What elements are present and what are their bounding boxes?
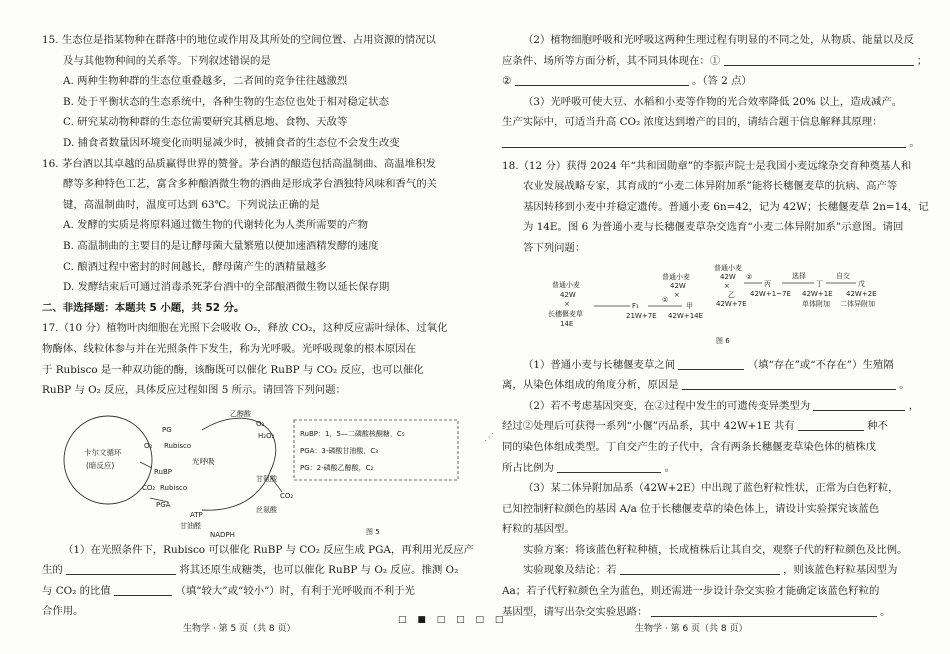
- q17-3-end: 。: [909, 136, 920, 149]
- node-co2-out: CO₂: [280, 491, 294, 500]
- q18-3-line-3: 籽粒的基因型。: [502, 523, 575, 536]
- q18-2-text-e: 所占比例为: [502, 461, 554, 474]
- q17-3-line-2: 生产实际中，可适当升高 CO₂ 浓度达到增产的目的，请结合题干信息解释其原理：: [502, 116, 883, 129]
- q18-3-blank-1[interactable]: [620, 563, 780, 575]
- f6-step-2: ②: [746, 272, 753, 281]
- q18-2-text-f: 。: [664, 461, 675, 474]
- f6-wu-note: 二体异附加: [840, 299, 875, 308]
- f6-bing: 丙: [764, 279, 771, 288]
- node-rubp: RuBP: [154, 467, 173, 476]
- q17-1-text-d: （填“较大”或“较小”）时，有利于光呼吸而不利于光: [175, 584, 415, 597]
- arrow-rubp: [140, 462, 152, 468]
- question-15-option-d: D. 捕食者数量因环境变化而明显减少时，被捕食者的生态位不会发生改变: [63, 136, 400, 149]
- q18-1-text-c: 离，从染色体组成的角度分析，原因是: [502, 379, 679, 392]
- f6-42w-b: 42W: [670, 281, 686, 290]
- page-6: [475, 0, 950, 654]
- q18-2-line-3: 同的染色体组成类型。丁自交产生的子代中，含有两条长穗偃麦草染色体的植株戊: [502, 440, 877, 453]
- node-rubisco-1: Rubisco: [164, 441, 192, 450]
- q17-3-line-1: （3）光呼吸可使大豆、水稻和小麦等作物的光合效率降低 20% 以上，造成减产。: [523, 95, 903, 108]
- q17-1-line-1: （1）在光照条件下，Rubisco 可以催化 RuBP 与 CO₂ 反应生成 PGA，再利用光反应产: [63, 543, 475, 556]
- question-17-line-2: 物酶体、线粒体参与并在光照条件下发生，称为光呼吸。光呼吸现象的根本原因在: [42, 342, 417, 355]
- f6-grass: 长穗偃麦草: [548, 309, 583, 318]
- q17-1-blank-1[interactable]: [66, 563, 176, 575]
- f6-ding-genome: 42W+1E: [802, 289, 833, 298]
- q18-2-text-b: ，: [908, 399, 920, 412]
- q18-3-text-a: 实验现象及结论：若: [523, 564, 617, 577]
- node-pga: PGA: [156, 500, 171, 509]
- node-glycine: 甘氨酸: [256, 474, 277, 483]
- question-17: [42, 318, 460, 400]
- question-18-line-5: 答下列问题：: [523, 241, 586, 254]
- q18-2-blank-1[interactable]: [813, 399, 905, 411]
- question-18-line-2: 农业发展战略专家，其育成的“小麦二体异附加系”能将长穗偃麦草的抗病、高产等: [523, 180, 898, 193]
- question-16-option-c: C. 酿酒过程中密封的时间越长，酵母菌产生的酒精量越多: [63, 260, 327, 273]
- question-16-option-b: B. 高温制曲的主要目的是让酵母菌大量繁殖以便加速酒精发酵的速度: [63, 239, 379, 252]
- question-17-part-2: [502, 30, 928, 92]
- q17-3-blank[interactable]: [502, 136, 906, 148]
- q18-1-text-b: （填“存在”或“不存在”）生殖隔: [747, 358, 894, 371]
- q18-3-line-4: 实验方案：将该蓝色籽粒种植，长成植株后让其自交，观察子代的籽粒颜色及比例。: [523, 543, 908, 556]
- node-serine: 丝氨酸: [256, 505, 277, 514]
- question-18-part-1: [502, 355, 922, 396]
- question-16: [42, 154, 460, 298]
- question-18-part-2: [502, 396, 922, 478]
- figure-5: [42, 402, 460, 540]
- page-5-column: [42, 30, 475, 622]
- calvin-label-1: 卡尔文循环: [84, 447, 122, 457]
- f6-selfing: 自交: [836, 271, 850, 280]
- f6-cross-3: ×: [724, 281, 730, 290]
- f6-f1: F₁: [632, 301, 639, 310]
- question-18-part-3: [502, 478, 922, 622]
- question-18-line-4: 为 14E。图 6 为普通小麦与长穗偃麦草杂交选育“小麦二体异附加系”示意图。请回: [523, 221, 904, 234]
- q18-2-blank-2[interactable]: [798, 419, 864, 431]
- question-17-line-4: RuBP 与 O₂ 反应，具体反应过程如图 5 所示。请回答下列问题：: [42, 384, 346, 397]
- section-2-heading: 二、非选择题：本题共 5 小题，共 52 分。: [42, 301, 245, 314]
- legend-rubp: RuBP：1，5—二磷酸核酮糖，C₅: [300, 429, 405, 438]
- figure-6-diagram: [502, 259, 922, 355]
- figure-6-caption: 图 6: [716, 336, 730, 345]
- f6-wu-genome: 42W+2E: [846, 289, 877, 298]
- calvin-cycle-circle: [64, 416, 152, 504]
- f6-step-1: ①: [662, 295, 669, 304]
- f6-bing-genome: 42W+1~7E: [750, 289, 791, 298]
- legend-pg: PG：2-磷酸乙醇酸，C₂: [300, 463, 374, 472]
- calvin-label-2: (暗反应): [86, 460, 115, 470]
- question-16-option-a: A. 发酵的实质是将原料通过微生物的代谢转化为人类所需要的产物: [63, 219, 369, 232]
- f6-cross-1: ×: [564, 299, 570, 308]
- q17-1-line-end: 合作用。: [42, 605, 84, 618]
- question-15-line-2: 及与其他物种间的关系等。下列叙述错误的是: [63, 54, 271, 67]
- q17-2-text-c: ②: [502, 75, 512, 88]
- question-17-part-3: [502, 92, 922, 154]
- question-17-part-1: [42, 540, 475, 622]
- question-16-line-2: 酵等多种特色工艺，富含多种酿酒微生物的酒曲是形成茅台酒独特风味和香气的关: [63, 178, 438, 191]
- node-o2: O₂: [256, 419, 265, 428]
- f6-14e: 14E: [560, 319, 574, 328]
- f6-cross-2: ×: [674, 290, 680, 299]
- question-16-option-d: D. 发酵结束后可通过消毒杀死茅台酒中的全部酿酒微生物以延长保存期: [63, 281, 390, 294]
- question-15-line-1: 15. 生态位是指某物种在群落中的地位或作用及其所处的空间位置、占用资源的情况以: [42, 34, 436, 46]
- node-o2-in: O₂: [144, 441, 153, 450]
- q18-3-text-b: ，则该蓝色籽粒基因型为: [783, 564, 898, 577]
- question-16-line-1: 16. 茅台酒以其卓越的品质赢得世界的赞誉。茅台酒的酿造包括高温制曲、高温堆积发: [42, 157, 436, 170]
- page-navigation-marks: □ ■ □ □ □ □: [398, 615, 508, 625]
- q17-1-text-c: 与 CO₂ 的比值: [42, 584, 111, 597]
- q18-3-line-1: （3）某二体异附加品系（42W+2E）中出现了蓝色籽粒性状，正常为白色籽粒，: [523, 482, 899, 495]
- q17-2-line-1: （2）植物细胞呼吸和光呼吸这两种生理过程有明显的不同之处，从物质、能量以及反: [523, 34, 915, 46]
- node-rubisco-2: Rubisco: [160, 483, 188, 492]
- f6-ding-note: 单体附加: [802, 299, 830, 308]
- f6-wheat: 普通小麦: [552, 280, 580, 289]
- f6-jia: 甲: [686, 301, 693, 310]
- question-16-line-3: 键，高温制曲时，温度可达到 63℃。下列说法正确的是: [63, 198, 320, 211]
- f6-42w: 42W: [560, 290, 576, 299]
- f6-f1-genome: 21W+7E: [626, 311, 657, 320]
- q18-3-text-c: 基因型，请写出杂交实验思路：: [502, 605, 648, 618]
- figure-5-diagram: [42, 402, 460, 540]
- q18-1-text-d: 。: [899, 379, 910, 392]
- page-6-footer: 生物学 · 第 6 页（共 8 页）: [635, 624, 748, 634]
- f6-yi-genome: 42W+7E: [716, 299, 747, 308]
- f6-jia-genome: 42W+14E: [668, 311, 704, 320]
- q17-2-text-d: 。（答 2 点）: [691, 75, 752, 88]
- node-h2o2: H₂O₂: [258, 431, 275, 440]
- q17-1-text-b: 将其还原生成糖类，也可以催化 RuBP 与 O₂ 反应。推测 O₂: [179, 564, 459, 577]
- question-18: [502, 156, 929, 259]
- question-15: [42, 30, 460, 154]
- q18-1-blank-1[interactable]: [678, 358, 744, 370]
- q18-1-blank-2[interactable]: [682, 378, 896, 390]
- node-co2-in: CO₂: [142, 483, 156, 492]
- question-15-option-a: A. 两种生物种群的生态位重叠越多，二者间的竞争往往越激烈: [63, 75, 348, 88]
- f6-yi: 乙: [728, 290, 735, 299]
- gutter-mark: ⋰: [484, 432, 494, 443]
- q18-1-text-a: （1）普通小麦与长穗偃麦草之间: [523, 358, 676, 371]
- page-6-column: [502, 30, 929, 622]
- f6-select: 选择: [792, 271, 806, 280]
- question-18-line-3: 基因转移到小麦中并稳定遗传。普通小麦 6n=42，记为 42W；长穗偃麦草 2n=14，记: [523, 200, 929, 213]
- node-nadph: NADPH: [210, 530, 235, 539]
- q17-1-text-a: 生的: [42, 564, 63, 577]
- f6-ding: 丁: [816, 279, 823, 288]
- q18-2-text-d: 种不: [867, 420, 889, 433]
- question-18-line-1: 18.（12 分）获得 2024 年“共和国勋章”的李振声院士是我国小麦远缘杂交育种奠基人和: [502, 159, 912, 172]
- q17-1-blank-2[interactable]: [114, 584, 172, 596]
- question-15-option-c: C. 研究某动物种群的生态位需要研究其栖息地、食物、天敌等: [63, 116, 348, 129]
- f6-wheat-2: 普通小麦: [662, 272, 690, 281]
- q18-3-line-2: 已知控制籽粒颜色的基因 A/a 位于长穗偃麦草的染色体上，请设计实验探究该蓝色: [502, 502, 880, 515]
- q17-2-text-b: ；: [916, 54, 928, 67]
- q18-2-text-c: 经过②处理后可获得一系列“小偃”丙品系，其中 42W+1E 共有: [502, 420, 795, 433]
- question-15-option-b: B. 处于平衡状态的生态系统中，各种生物的生态位也处于相对稳定状态: [63, 95, 389, 108]
- f6-42w-c: 42W: [720, 272, 736, 281]
- photorespiration-label: 光呼吸: [192, 456, 215, 466]
- page-5-footer: 生物学 · 第 5 页（共 8 页）: [183, 624, 296, 634]
- q18-3-line-6: Aa；若子代籽粒颜色全为蓝色，则还需进一步设计杂交实验才能确定该蓝色籽粒的: [502, 585, 880, 598]
- q17-2-text-a: 应条件、场所等方面分析，其不同具体现在：①: [502, 54, 721, 67]
- node-glyceraldehyde: 甘油醛: [180, 521, 201, 530]
- question-17-line-1: 17.（10 分）植物叶肉细胞在光照下会吸收 O₂，释放 CO₂，这种反应需叶绿体、过氧化: [42, 322, 448, 335]
- node-atp: ATP: [190, 510, 203, 519]
- f6-wu: 戊: [858, 279, 865, 288]
- q17-2-blank-1[interactable]: [724, 54, 914, 66]
- question-17-line-3: 于 Rubisco 是一种双功能的酶，该酶既可以催化 RuBP 与 CO₂ 反应，也可以催化: [42, 363, 424, 376]
- q17-2-blank-2[interactable]: [515, 74, 689, 86]
- q18-2-blank-3[interactable]: [557, 461, 661, 473]
- node-glycolic-acid: 乙醇酸: [230, 409, 251, 418]
- node-pg: PG: [162, 425, 172, 434]
- q18-3-text-d: 。: [880, 605, 891, 618]
- figure-5-caption: 图 5: [366, 527, 380, 536]
- figure-6: [502, 259, 922, 355]
- legend-pga: PGA：3-磷酸甘油酸，C₃: [300, 446, 379, 455]
- f6-wheat-3: 普通小麦: [714, 263, 742, 272]
- q18-3-blank-2[interactable]: [651, 605, 877, 617]
- q18-2-text-a: （2）若不考虑基因突变，在②过程中发生的可遗传变异类型为: [523, 399, 811, 412]
